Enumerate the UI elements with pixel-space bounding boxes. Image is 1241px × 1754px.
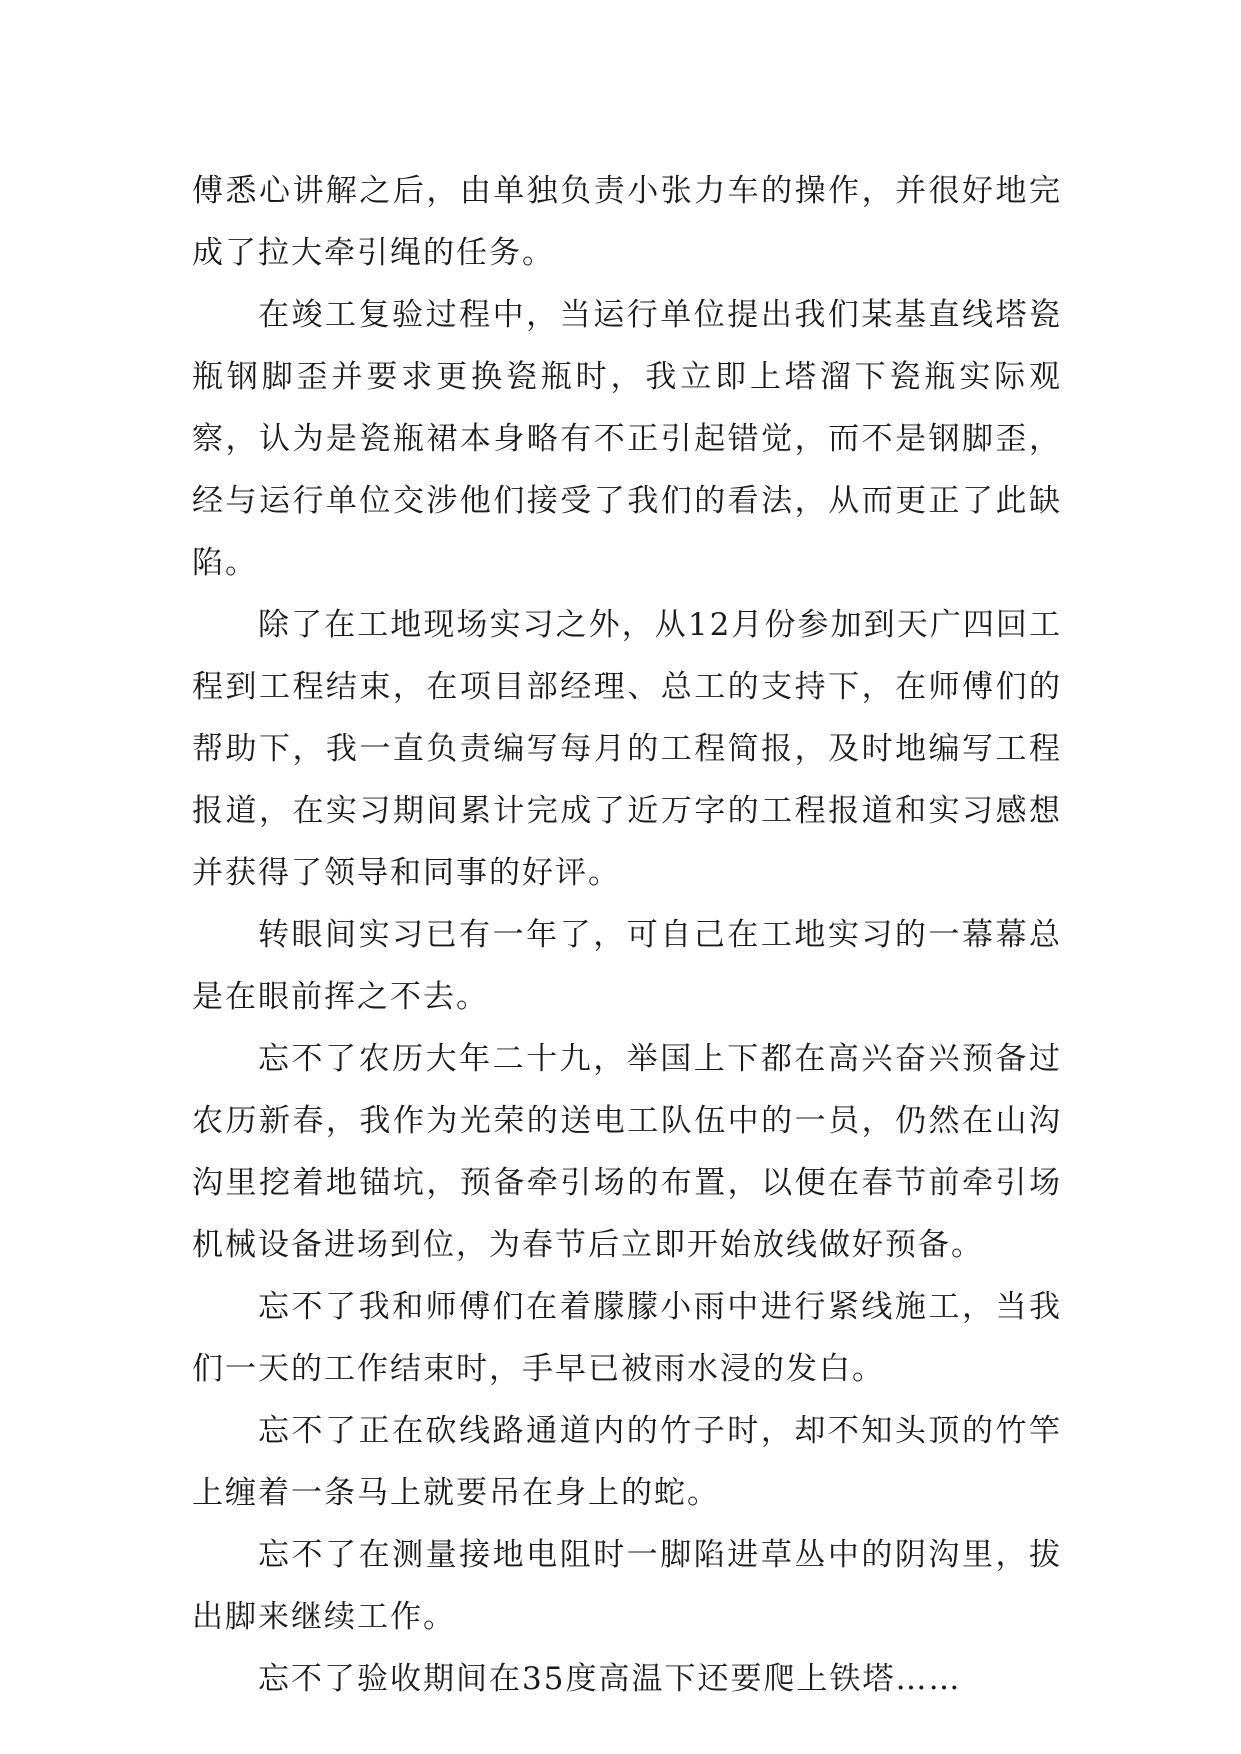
paragraph-6: 忘不了我和师傅们在着朦朦小雨中进行紧线施工，当我们一天的工作结束时，手早已被雨水浸的发白。 — [192, 1289, 1062, 1387]
paragraph-1: 傅悉心讲解之后，由单独负责小张力车的操作，并很好地完成了拉大牵引绳的任务。 — [192, 173, 1062, 271]
paragraph-9: 忘不了验收期间在35度高温下还要爬上铁塔…… — [258, 1661, 962, 1697]
paragraph-2: 在竣工复验过程中，当运行单位提出我们某基直线塔瓷瓶钢脚歪并要求更换瓷瓶时，我立即上塔溜下瓷瓶实际观察，认为是瓷瓶裙本身略有不正引起错觉，而不是钢脚歪，经与运行单位交涉他们接受了我们的看法，从而更正了此缺陷。 — [192, 297, 1062, 581]
paragraph-7: 忘不了正在砍线路通道内的竹子时，却不知头顶的竹竿上缠着一条马上就要吊在身上的蛇。 — [192, 1413, 1062, 1511]
paragraph-8: 忘不了在测量接地电阻时一脚陷进草丛中的阴沟里，拔出脚来继续工作。 — [192, 1537, 1062, 1635]
paragraph-3: 除了在工地现场实习之外，从12月份参加到天广四回工程到工程结束，在项目部经理、总工的支持下，在师傅们的帮助下，我一直负责编写每月的工程简报，及时地编写工程报道，在实习期间累计完成了近万字的工程报道和实习感想并获得了领导和同事的好评。 — [192, 607, 1062, 891]
paragraph-4: 转眼间实习已有一年了，可自己在工地实习的一幕幕总是在眼前挥之不去。 — [192, 917, 1062, 1015]
paragraph-5: 忘不了农历大年二十九，举国上下都在高兴奋兴预备过农历新春，我作为光荣的送电工队伍中的一员，仍然在山沟沟里挖着地锚坑，预备牵引场的布置，以便在春节前牵引场机械设备进场到位，为春节后立即开始放线做好预备。 — [192, 1041, 1062, 1263]
document-body — [192, 160, 1062, 1710]
